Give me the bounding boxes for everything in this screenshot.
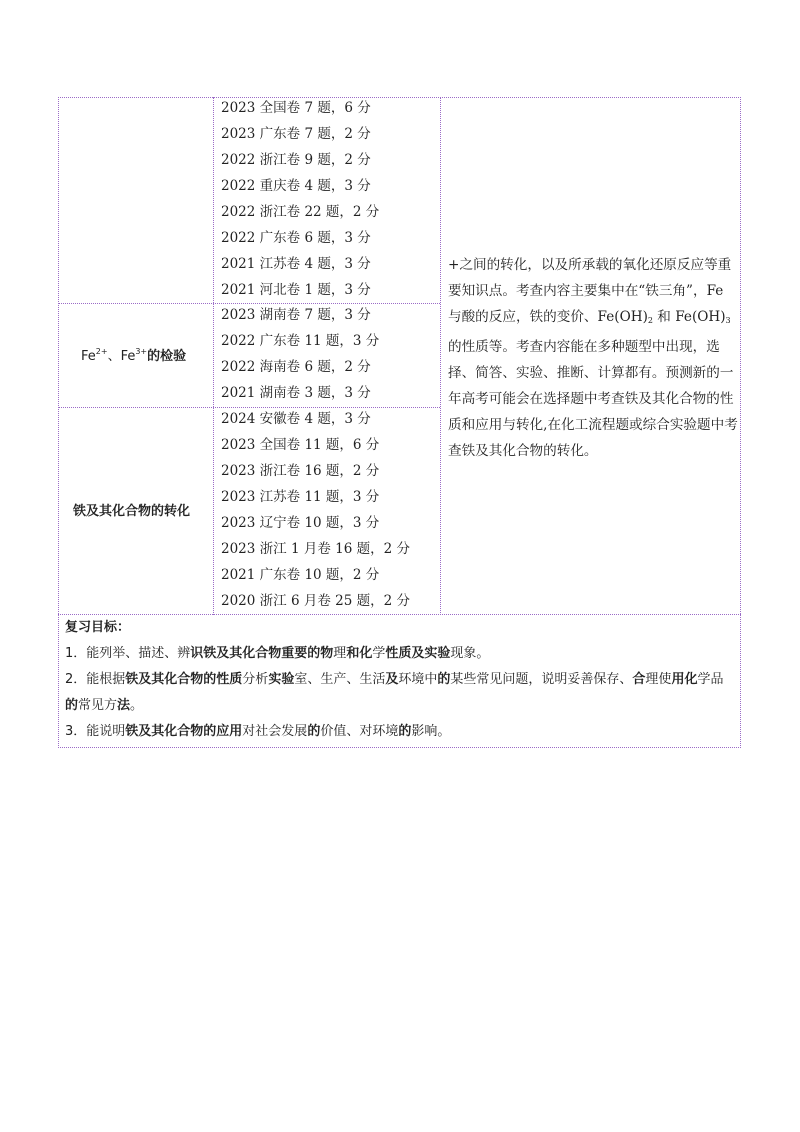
exam-entry: 2021 河北卷 1 题，3 分 <box>221 282 371 298</box>
exam-entry: 2023 全国卷 7 题，6 分 <box>221 100 371 116</box>
goals-heading: 复习目标： <box>65 620 131 635</box>
topic-fe-ion-test: $Fe^{2+}$、$Fe^{3+}$的检验 <box>81 347 187 364</box>
exam-entry: 2022 广东卷 11 题，3 分 <box>221 333 380 349</box>
exam-entry: 2022 海南卷 6 题，2 分 <box>221 359 371 375</box>
exam-analysis-text: +之间的转化，以及所承载的氧化还原反应等重要知识点。考查内容主要集中在“铁三角”，Fe 与酸的反应，铁的变价、$Fe(OH)_2$ 和 $Fe(OH)_3$ 的性质等。考查内容能在多种题型中出现，选择、简答、实验、推断、计算都有。预测新的一年高考可能会在选择题中考查铁及其化合物的性质和应用与转化,在化工流程题或综合实验题中考查铁及其化合物的转化。 <box>448 257 738 459</box>
exam-entry: 2023 湖南卷 7 题，3 分 <box>221 307 371 323</box>
exam-entry: 2021 湖南卷 3 题，3 分 <box>221 385 371 401</box>
row-divider-2 <box>58 407 440 408</box>
goal-item-3: 3．能说明铁及其化合物的应用对社会发展的价值、对环境的影响。 <box>65 724 451 739</box>
exam-entry: 2023 广东卷 7 题，2 分 <box>221 126 371 142</box>
exam-entry: 2021 广东卷 10 题，2 分 <box>221 567 380 583</box>
exam-entry: 2021 江苏卷 4 题，3 分 <box>221 256 371 272</box>
exam-entry: 2022 浙江卷 9 题，2 分 <box>221 152 371 168</box>
exam-entry: 2020 浙江 6 月卷 25 题，2 分 <box>221 593 410 609</box>
exam-entry: 2023 浙江 1 月卷 16 题，2 分 <box>221 541 410 557</box>
row-divider-1 <box>58 303 440 304</box>
exam-entry: 2022 浙江卷 22 题，2 分 <box>221 204 380 220</box>
exam-entry: 2023 全国卷 11 题，6 分 <box>221 437 380 453</box>
topic-fe-transformation: 铁及其化合物的转化 <box>73 504 191 519</box>
goal-item-1: 1．能列举、描述、辨识铁及其化合物重要的物理和化学性质及实验现象。 <box>65 646 490 661</box>
column-divider-2 <box>440 97 441 615</box>
column-divider-1 <box>213 97 214 615</box>
exam-entry: 2024 安徽卷 4 题，3 分 <box>221 411 371 427</box>
exam-entry: 2022 广东卷 6 题，3 分 <box>221 230 371 246</box>
exam-entry: 2023 浙江卷 16 题，2 分 <box>221 463 380 479</box>
exam-entry: 2022 重庆卷 4 题，3 分 <box>221 178 371 194</box>
exam-entry: 2023 辽宁卷 10 题，3 分 <box>221 515 380 531</box>
exam-entry: 2023 江苏卷 11 题，3 分 <box>221 489 380 505</box>
goal-item-2: 2．能根据铁及其化合物的性质分析实验室、生产、生活及环境中的某些常见问题，说明妥善保存、合理使用化学品的常见方法。 <box>65 672 724 713</box>
review-goals <box>65 615 735 745</box>
